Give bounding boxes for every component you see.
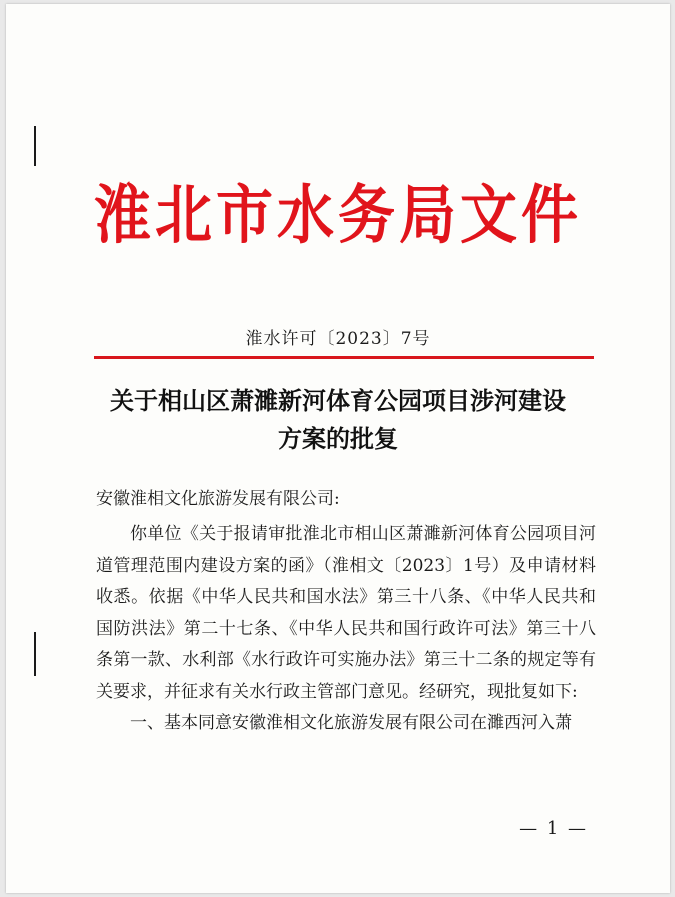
page-number: — 1 — bbox=[519, 818, 588, 839]
document-title-line-2: 方案的批复 bbox=[278, 424, 398, 453]
binder-mark-top bbox=[34, 126, 36, 166]
header-divider bbox=[94, 356, 594, 359]
document-page bbox=[6, 4, 670, 893]
addressee: 安徽淮相文化旅游发展有限公司: bbox=[96, 489, 340, 509]
document-header-title: 淮北市水务局文件 bbox=[94, 178, 582, 253]
document-number: 淮水许可〔2023〕7号 bbox=[245, 329, 431, 349]
document-body bbox=[96, 519, 596, 740]
body-paragraph-1: 你单位《关于报请审批淮北市相山区萧濉新河体育公园项目河道管理范围内建设方案的函》（淮相文〔2023〕1号）及申请材料收悉。依据《中华人民共和国水法》第三十八条、《中华人民共和国防洪法》第二十七条、《中华人民共和国行政许可法》第三十八条第一款、水利部《水行政许可实施办法》第三十二条的规定等有关要求，并征求有关水行政主管部门意见。经研究，现批复如下: bbox=[96, 524, 596, 702]
body-paragraph-2: 一、基本同意安徽淮相文化旅游发展有限公司在濉西河入萧 bbox=[130, 713, 572, 733]
document-title-line-1: 关于相山区萧濉新河体育公园项目涉河建设 bbox=[110, 386, 566, 415]
document-title bbox=[66, 382, 610, 458]
binder-mark-bottom bbox=[34, 632, 36, 676]
